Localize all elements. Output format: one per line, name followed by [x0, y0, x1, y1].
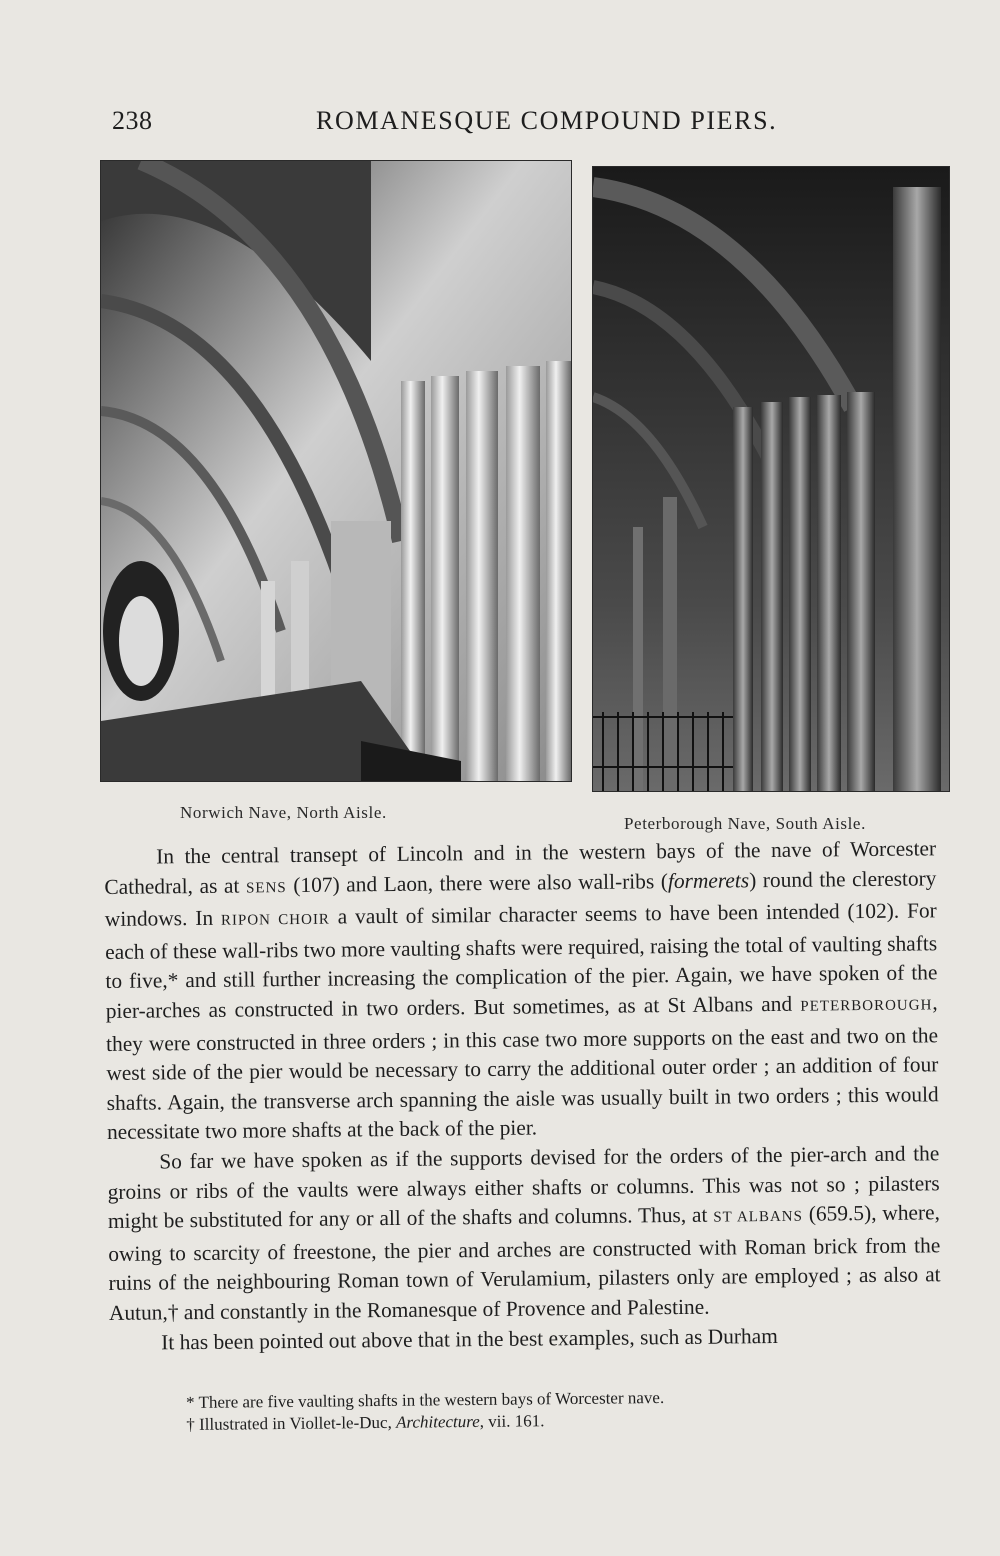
small-caps-text: RIPON CHOIR	[220, 911, 330, 929]
footnotes	[186, 1385, 846, 1436]
figure-caption-left: Norwich Nave, North Aisle.	[180, 803, 387, 822]
text-run: * There are five vaulting shafts in the western bays of Worcester nave.	[186, 1387, 665, 1412]
text-run: (107) and Laon, there were also wall-ribs (	[286, 868, 669, 897]
text-run: In the central transept of Lincoln and in the western bays of the nave of Worcester Cathedral, as at	[104, 836, 937, 899]
small-caps-text: PETERBOROUGH	[800, 997, 933, 1015]
small-caps-text: SENS	[245, 879, 287, 897]
norwich-nave-photo	[100, 160, 572, 782]
figure-caption-right: Peterborough Nave, South Aisle.	[624, 814, 866, 833]
small-caps-text: ST ALBANS	[713, 1208, 804, 1226]
italic-text: Architecture	[395, 1411, 480, 1432]
text-run: † Illustrated in Viollet-le-Duc,	[186, 1412, 397, 1434]
running-title: ROMANESQUE COMPOUND PIERS.	[316, 106, 778, 135]
page-number: 238	[112, 106, 153, 135]
peterborough-nave-photo	[592, 166, 950, 792]
text-run: , they were constructed in three orders ; in this case two more supports on the east and two on the west side of the pier would be necessary to carry the additional outer order ; an addition of four shafts. Again, the transverse arch spanning the aisle was usually built in two orders ; this would necessitate two more shafts at the back of the pier.	[105, 990, 939, 1145]
text-run: It has been pointed out above that in the best examples, such as Durham	[161, 1323, 778, 1354]
body-text	[104, 834, 941, 1358]
text-run: a vault of similar character seems to have been intended (102). For each of these wall-ribs two more vaulting shafts were required, raising the total of vaulting shafts to five,* and still further increasing the complication of the pier. Again, we have spoken of the pier-arches as constructed in two orders. But sometimes, as at St Albans and	[105, 898, 938, 1023]
text-run: ) round the clerestory windows. In	[104, 865, 937, 932]
paragraph-2	[107, 1139, 941, 1328]
page-header	[112, 106, 792, 140]
italic-text: formerets	[667, 867, 750, 893]
text-run: (659.5), where, owing to scarcity of freestone, the pier and arches are constructed with Roman brick from the ruins of the neighbouring Roman town of Verulamium, pilasters only are employed ; as also at Autun,† and constantly in the Romanesque of Provence and Palestine.	[108, 1200, 941, 1325]
text-run: So far we have spoken as if the supports devised for the orders of the pier-arch and the groins or ribs of the vaults were always either shafts or columns. This was not so ; pilasters might be substituted for any or all of the shafts and columns. Thus, at	[107, 1141, 940, 1234]
paragraph-1	[104, 834, 939, 1148]
text-run: , vii. 161.	[479, 1411, 545, 1431]
